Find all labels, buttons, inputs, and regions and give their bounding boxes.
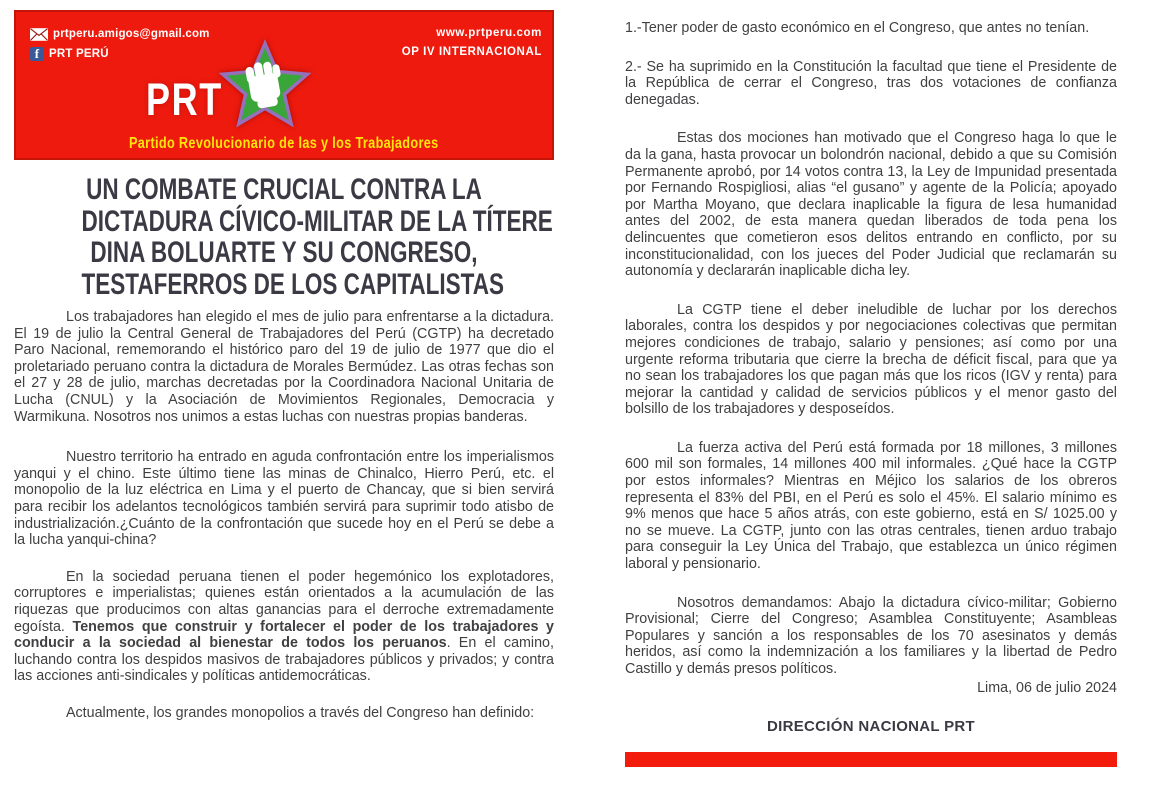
right-paragraph-4: Nosotros demandamos: Abajo la dictadura cívico-militar; Gobierno Provisional; Cierre del Congreso; Asamblea Constituyente; Asambleas Populares y sanción a los responsables de los 70 asesinatos y demás heridos, así como la indemnización a los familiares y la libertad de Pedro Castillo y demás presos políticos. (625, 594, 1117, 677)
dateline: Lima, 06 de julio 2024 (977, 679, 1117, 696)
right-paragraph-2: La CGTP tiene el deber ineludible de luchar por los derechos laborales, contra los despidos y por negociaciones colectivas que permitan mejores condiciones de trabajo, salario y pensiones; así como por una urgente reforma tributaria que cierre la brecha de déficit fiscal, para que ya no sean los trabajadores los que pagan más que los ricos (IGV y renta) para mejorar la cantidad y calidad de servicios públicos y el menor gasto del bolsillo de los trabajadores y desposeídos. (625, 301, 1117, 418)
title-line-2: DICTADURA CÍVICO-MILITAR DE LA TÍTERE (81, 204, 553, 238)
left-paragraph-1: Los trabajadores han elegido el mes de julio para enfrentarse a la dictadura. El 19 de julio la Central General de Trabajadores del Perú (CGTP) ha decretado Paro Nacional, rememorando el histórico paro del 19 de julio de 1977 que dio el proletariado peruano contra la dictadura de Morales Bermúdez. Las otras fechas son el 27 y 28 de julio, marchas decretadas por la Coordinadora Nacional Unitaria de Lucha (CNUL) y la Asociación de Movimientos Regionales, Democracia y Warmikuna. Nosotros nos unimos a estas luchas con nuestras propias banderas. (14, 309, 554, 425)
numbered-item-2: 2.- Se ha suprimido en la Constitución la facultad que tiene el Presidente de la República de cerrar el Congreso, tras dos votaciones de confianza denegadas. (625, 58, 1117, 108)
document-title (14, 174, 554, 300)
right-paragraph-1: Estas dos mociones han motivado que el Congreso haga lo que le da la gana, hasta provocar un bolondrón nacional, debido a que su Comisión Permanente aprobó, por 14 votos contra 13, la Ley de Impunidad presentada por Fernando Rospigliosi, alias “el gusano” y agente de la Policía; apoyado por Martha Moyano, que declara inaplicable la figura de lesa humanidad antes del 2002, de esta manera quedan liberados de toda pena los delincuentes que cometieron esos delitos entrando en conflicto, por su inconstitucionalidad, con los jueces del Poder Judicial que reclamarán su autonomía y declararán inaplicable dicha ley. (625, 130, 1117, 280)
header-links-block (402, 24, 542, 62)
star-logo (212, 32, 318, 144)
email-icon (30, 28, 48, 41)
paragraph-text: . En el camino, luchando contra los despidos masivos de trabajadores públicos y privados; y contra las acciones anti-sindicales y políticas antidemocráticas. (14, 635, 554, 685)
title-line-3: DINA BOLUARTE Y SU CONGRESO, (90, 236, 478, 269)
title-line-1: UN COMBATE CRUCIAL CONTRA LA (86, 173, 482, 206)
facebook-page-text: PRT PERÚ (49, 48, 109, 60)
party-tagline-row (16, 135, 552, 153)
header-banner (14, 10, 554, 160)
right-paragraph-3: La fuerza activa del Perú está formada por 18 millones, 3 millones 600 mil son formales, 14 millones 400 mil informales. ¿Qué hace la CGTP por estos informales? Mientras en Méjico los salarios de los obreros representa el 83% del PBI, en el Perú es solo el 45%. El salario mínimo es 9% menos que hace 5 años atrás, con este gobierno, está en S/ 1025.00 y no se mueve. La CGTP, junto con las otras centrales, tienen arduo trabajo para conseguir la Ley Única del Trabajo, que establezca un único régimen laboral y pensionario. (625, 439, 1117, 573)
left-paragraph-4: Actualmente, los grandes monopolios a través del Congreso han definido: (66, 704, 535, 721)
red-divider-bar (625, 752, 1117, 767)
party-acronym: PRT (146, 74, 223, 125)
title-line-4: TESTAFERROS DE LOS CAPITALISTAS (81, 267, 505, 301)
signature: DIRECCIÓN NACIONAL PRT (767, 717, 975, 735)
left-column (14, 10, 554, 721)
international-text: OP IV INTERNACIONAL (401, 46, 542, 58)
website-text: www.prtperu.com (436, 27, 542, 39)
email-row (30, 24, 210, 44)
left-paragraph-2: Nuestro territorio ha entrado en aguda confrontación entre los imperialismos yanqui y el chino. Este último tiene las minas de Chinalco, Hierro Perú, etc. el monopolio de la luz eléctrica en Lima y el puerto de Chancay, que si bien servirá para recibir los adelantos tecnológicos también servirá para suprimir todo atisbo de industrialización.¿Cuánto de la confrontación que sucede hoy en el Perú se debe a la lucha yanqui-china? (14, 449, 554, 549)
facebook-icon: f (30, 47, 44, 61)
paragraph-bold-text: Tenemos que construir y fortalecer el poder de los trabajadores y conducir a la sociedad al bienestar de todos los peruanos (14, 618, 554, 652)
facebook-row (30, 44, 210, 64)
numbered-item-1: 1.-Tener poder de gasto económico en el Congreso, que antes no tenían. (625, 20, 1090, 36)
paragraph-text: En la sociedad peruana tienen el poder hegemónico los explotadores, corruptores e imperialistas; quienes están orientados a la acumulación de las riquezas que producimos con altas ganancias para el derroche extremadamente egoísta. (14, 568, 554, 635)
party-tagline: Partido Revolucionario de las y los Trabajadores (129, 135, 439, 152)
header-contact-block (30, 24, 210, 64)
right-column (625, 20, 1117, 767)
left-paragraph-3 (14, 569, 554, 685)
email-text: prtperu.amigos@gmail.com (53, 28, 210, 40)
